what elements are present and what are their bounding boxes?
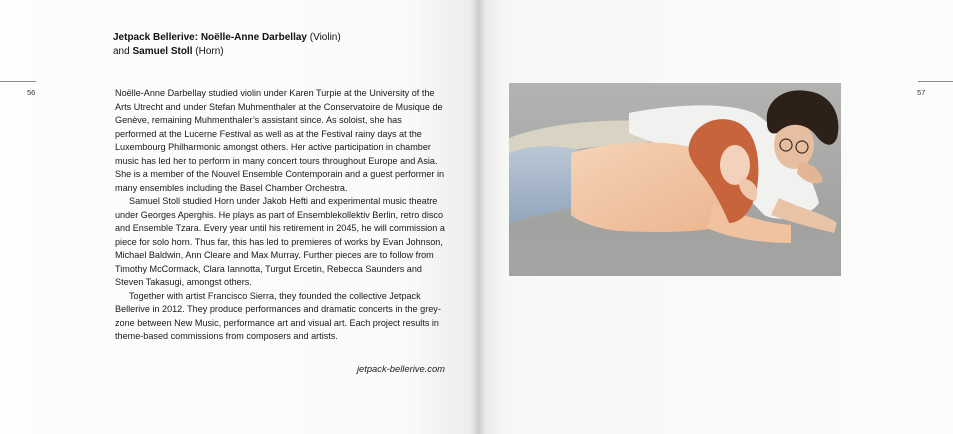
right-margin-rule xyxy=(918,81,953,82)
heading-ensemble-name: Jetpack Bellerive: Noëlle-Anne Darbellay xyxy=(113,32,307,43)
heading-line-1 xyxy=(113,31,453,45)
paragraph-darbellay: Noëlle-Anne Darbellay studied violin under Karen Turpie at the University of the Arts Utrecht and under Stefan Muhmenthaler at the Conservatoire de Musique de Genève, remaining Muhmenthaler’s assistant since. As soloist, she has performed at the Lucerne Festival as well as at the Festival rainy days at the Luxembourg Philharmonic amongst others. Her active participation in chamber music has led her to perform in many concert tours throughout Europe and Asia. She is a member of the Nouvel Ensemble Contemporain and a guest performer in many ensembles including the Basel Chamber Orchestra. xyxy=(115,88,445,193)
portrait-illustration xyxy=(509,83,841,276)
left-margin-rule xyxy=(0,81,36,82)
heading-instrument-horn: (Horn) xyxy=(192,45,224,57)
page-title xyxy=(113,31,453,58)
heading-and: and xyxy=(113,45,133,57)
heading-instrument-violin: (Violin) xyxy=(306,32,341,43)
website-link[interactable]: jetpack-bellerive.com xyxy=(356,363,445,374)
heading-name-samuel: Samuel Stoll xyxy=(132,45,193,57)
floor xyxy=(509,233,841,276)
left-page-number: 56 xyxy=(27,88,36,97)
book-gutter-shadow xyxy=(470,0,486,434)
left-page xyxy=(0,0,476,434)
paragraph-stoll: Samuel Stoll studied Horn under Jakob Hefti and experimental music theatre under Georges Aperghis. He plays as part of Ensemblekollektiv Berlin, retro disco and Ensemble Tzara. Every year until his retirement in 2045, he will commission a piece for solo horn. Thus far, this has led to premieres of works by Evan Johnson, Michael Baldwin, Ann Cleare and Max Murray. Further pieces are to follow from Timothy McCormack, Clara Iannotta, Turgut Ercetin, Rebecca Saunders and Steven Takasugi, amongst others. xyxy=(115,196,445,287)
portrait-photo xyxy=(509,83,841,276)
paragraph-collective: Together with artist Francisco Sierra, they founded the collective Jetpack Bellerive in 2012. They produce performances and dramatic concerts in the grey-zone between New Music, performance art and visual art. Each project results in theme-based commissions from composers and artists. xyxy=(115,290,441,341)
right-page-number: 57 xyxy=(917,88,926,97)
heading-line-2 xyxy=(113,45,453,59)
biography-text xyxy=(115,87,445,344)
